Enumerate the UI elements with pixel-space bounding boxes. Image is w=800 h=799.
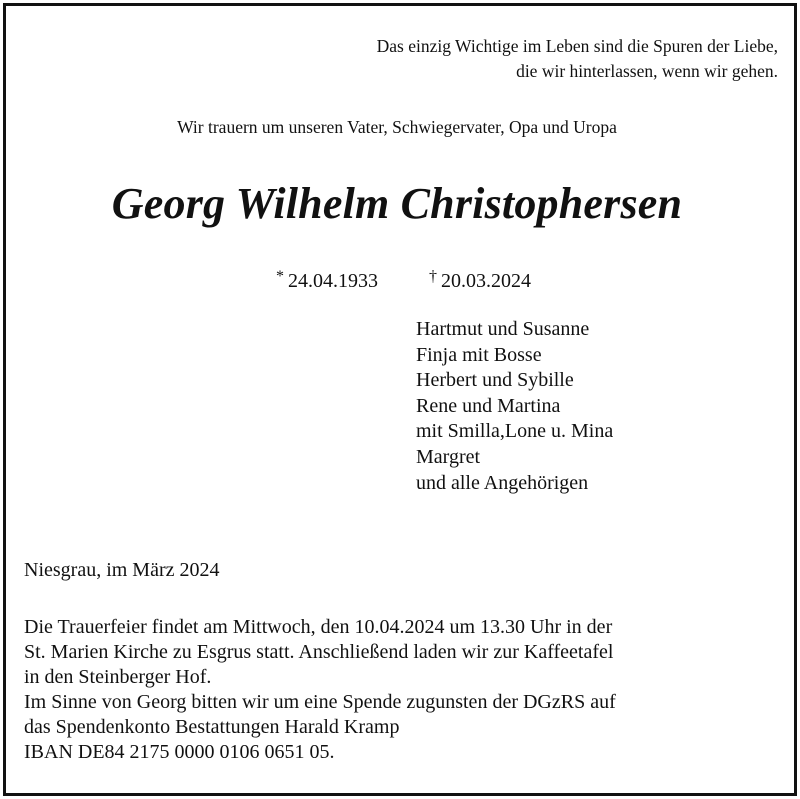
death-date xyxy=(429,262,531,296)
ceremony-line-3: in den Steinberger Hof. xyxy=(24,666,212,688)
iban-line: IBAN DE84 2175 0000 0106 0651 05. xyxy=(24,741,335,763)
donation-line-1: Im Sinne von Georg bitten wir um eine Spende zugunsten der DGzRS auf xyxy=(24,691,616,713)
motto-line-1: Das einzig Wichtige im Leben sind die Spuren der Liebe, xyxy=(376,36,778,56)
mourner-line: Rene und Martina xyxy=(416,394,561,417)
intro-text: Wir trauern um unseren Vater, Schwiegervater, Opa und Uropa xyxy=(177,117,617,137)
donation-line-2: das Spendenkonto Bestattungen Harald Kramp xyxy=(24,716,400,738)
mourner-line: und alle Angehörigen xyxy=(416,471,589,494)
motto-line-2: die wir hinterlassen, wenn wir gehen. xyxy=(516,61,778,81)
birth-date-value: 24.04.1933 xyxy=(288,270,378,292)
mourner-line: Margret xyxy=(416,445,481,468)
death-date-value: 20.03.2024 xyxy=(441,270,531,292)
mourner-line: mit Smilla,Lone u. Mina xyxy=(416,420,614,443)
mourner-line: Herbert und Sybille xyxy=(416,369,574,392)
ceremony-info xyxy=(24,615,776,765)
birth-date xyxy=(276,262,378,296)
mourner-line: Hartmut und Susanne xyxy=(416,318,590,340)
ceremony-line-2: St. Marien Kirche zu Esgrus statt. Anschließend laden wir zur Kaffeetafel xyxy=(24,641,614,663)
motto-quote xyxy=(377,34,778,84)
ceremony-line-1: Die Trauerfeier findet am Mittwoch, den 10.04.2024 um 13.30 Uhr in der xyxy=(24,616,613,638)
death-symbol: † xyxy=(429,268,437,285)
mourners-list xyxy=(416,317,613,496)
mourner-line: Finja mit Bosse xyxy=(416,343,542,366)
birth-symbol: * xyxy=(276,268,284,285)
deceased-name: Georg Wilhelm Christophersen xyxy=(111,179,683,228)
place-and-date: Niesgrau, im März 2024 xyxy=(24,559,220,581)
